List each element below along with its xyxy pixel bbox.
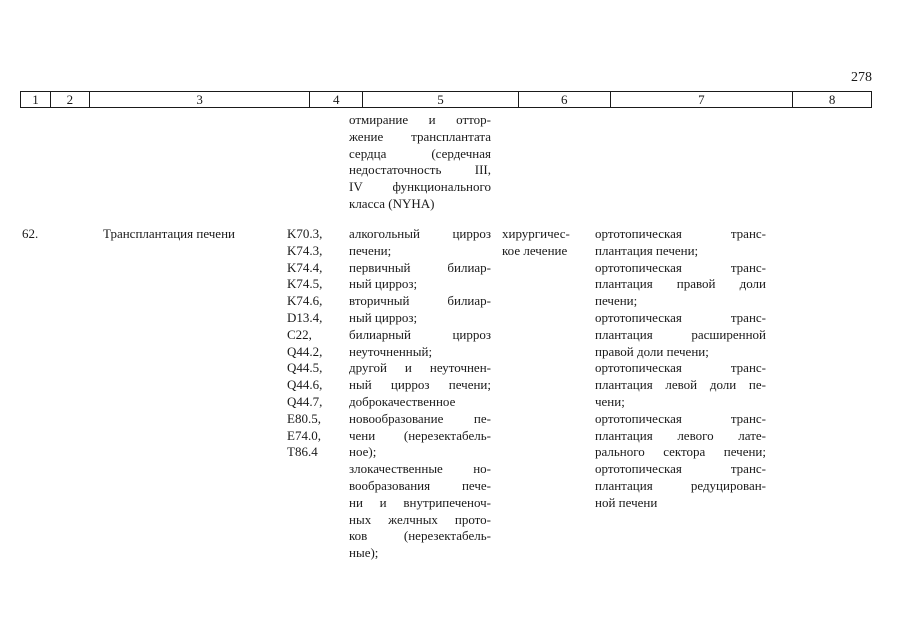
- treatment-methods: [595, 226, 766, 512]
- text-line: ни и внутрипеченоч-: [349, 494, 491, 510]
- icd-code: Q44.5,: [287, 360, 323, 376]
- header-col-7: 7: [611, 92, 794, 107]
- header-col-4: 4: [310, 92, 363, 107]
- text-line: другой и неуточнен-: [349, 360, 491, 376]
- text-line: недостаточность III,: [349, 162, 491, 178]
- header-col-2: 2: [51, 92, 90, 107]
- text-line: плантация правой доли: [595, 276, 766, 292]
- text-line: доброкачественное: [349, 393, 456, 409]
- text-line: сердца (сердечная: [349, 145, 491, 161]
- page-number: 278: [851, 70, 872, 85]
- text-line: ный цирроз;: [349, 276, 418, 292]
- icd-code: K74.5,: [287, 276, 323, 292]
- text-line: кое лечение: [502, 242, 568, 258]
- table-header-row: [20, 91, 872, 108]
- text-line: печени;: [349, 242, 392, 258]
- text-line: плантация левой доли пе-: [595, 377, 766, 393]
- text-line: ных желчных прото-: [349, 511, 491, 527]
- header-col-3: 3: [90, 92, 310, 107]
- text-line: ортотопическая транс-: [595, 410, 766, 426]
- text-line: ортотопическая транс-: [595, 259, 766, 275]
- diagnoses-list: [349, 226, 491, 562]
- text-line: правой доли печени;: [595, 343, 709, 359]
- icd-code: Q44.7,: [287, 393, 323, 409]
- text-line: ные);: [349, 545, 379, 561]
- text-line: ков (нерезектабель-: [349, 528, 491, 544]
- text-line: ортотопическая транс-: [595, 461, 766, 477]
- text-line: билиарный цирроз: [349, 326, 491, 342]
- icd-code: E74.0,: [287, 427, 321, 443]
- text-line: ной печени: [595, 494, 658, 510]
- row-number: 62.: [22, 226, 39, 241]
- text-line: алкогольный цирроз: [349, 226, 491, 241]
- icd-code: K74.6,: [287, 293, 323, 309]
- text-line: первичный билиар-: [349, 259, 491, 275]
- icd-code: K74.3,: [287, 242, 323, 258]
- text-line: класса (NYHA): [349, 195, 435, 211]
- text-line: злокачественные но-: [349, 461, 491, 477]
- text-line: чени;: [595, 393, 625, 409]
- text-line: вообразования печe-: [349, 477, 491, 493]
- text-line: ортотопическая транс-: [595, 226, 766, 241]
- icd-code: Q44.2,: [287, 343, 323, 359]
- text-line: ный цирроз печени;: [349, 377, 491, 393]
- icd-code: C22,: [287, 326, 312, 342]
- text-line: плантация редуцирован-: [595, 477, 766, 493]
- text-line: рального сектора печени;: [595, 444, 766, 460]
- procedure-name: Трансплантация печени: [103, 226, 235, 241]
- text-line: плантация печени;: [595, 242, 699, 258]
- text-line: ный цирроз;: [349, 309, 418, 325]
- continuation-col5: [349, 112, 491, 213]
- text-line: отмирание и оттор-: [349, 112, 491, 127]
- text-line: ное);: [349, 444, 377, 460]
- text-line: плантация левого лате-: [595, 427, 766, 443]
- icd-codes: [287, 226, 337, 461]
- text-line: ортотопическая транс-: [595, 360, 766, 376]
- text-line: вторичный билиар-: [349, 293, 491, 309]
- header-col-8: 8: [828, 92, 836, 107]
- text-line: печени;: [595, 293, 638, 309]
- icd-code: Q44.6,: [287, 377, 323, 393]
- text-line: неуточненный;: [349, 343, 433, 359]
- icd-code: K74.4,: [287, 259, 323, 275]
- icd-code: D13.4,: [287, 309, 323, 325]
- header-col-6: 6: [519, 92, 611, 107]
- text-line: IV функционального: [349, 179, 491, 195]
- text-line: плантация расширенной: [595, 326, 766, 342]
- text-line: новообразование пе-: [349, 410, 491, 426]
- header-col-1: 1: [21, 92, 51, 107]
- text-line: ортотопическая транс-: [595, 309, 766, 325]
- icd-code: T86.4: [287, 444, 318, 460]
- text-line: чени (нерезектабель-: [349, 427, 491, 443]
- text-line: хирургичес-: [502, 226, 570, 241]
- icd-code: K70.3,: [287, 226, 323, 241]
- header-col-5: 5: [363, 92, 519, 107]
- text-line: жение трансплантата: [349, 128, 491, 144]
- icd-code: E80.5,: [287, 410, 321, 426]
- treatment-type: [502, 226, 584, 260]
